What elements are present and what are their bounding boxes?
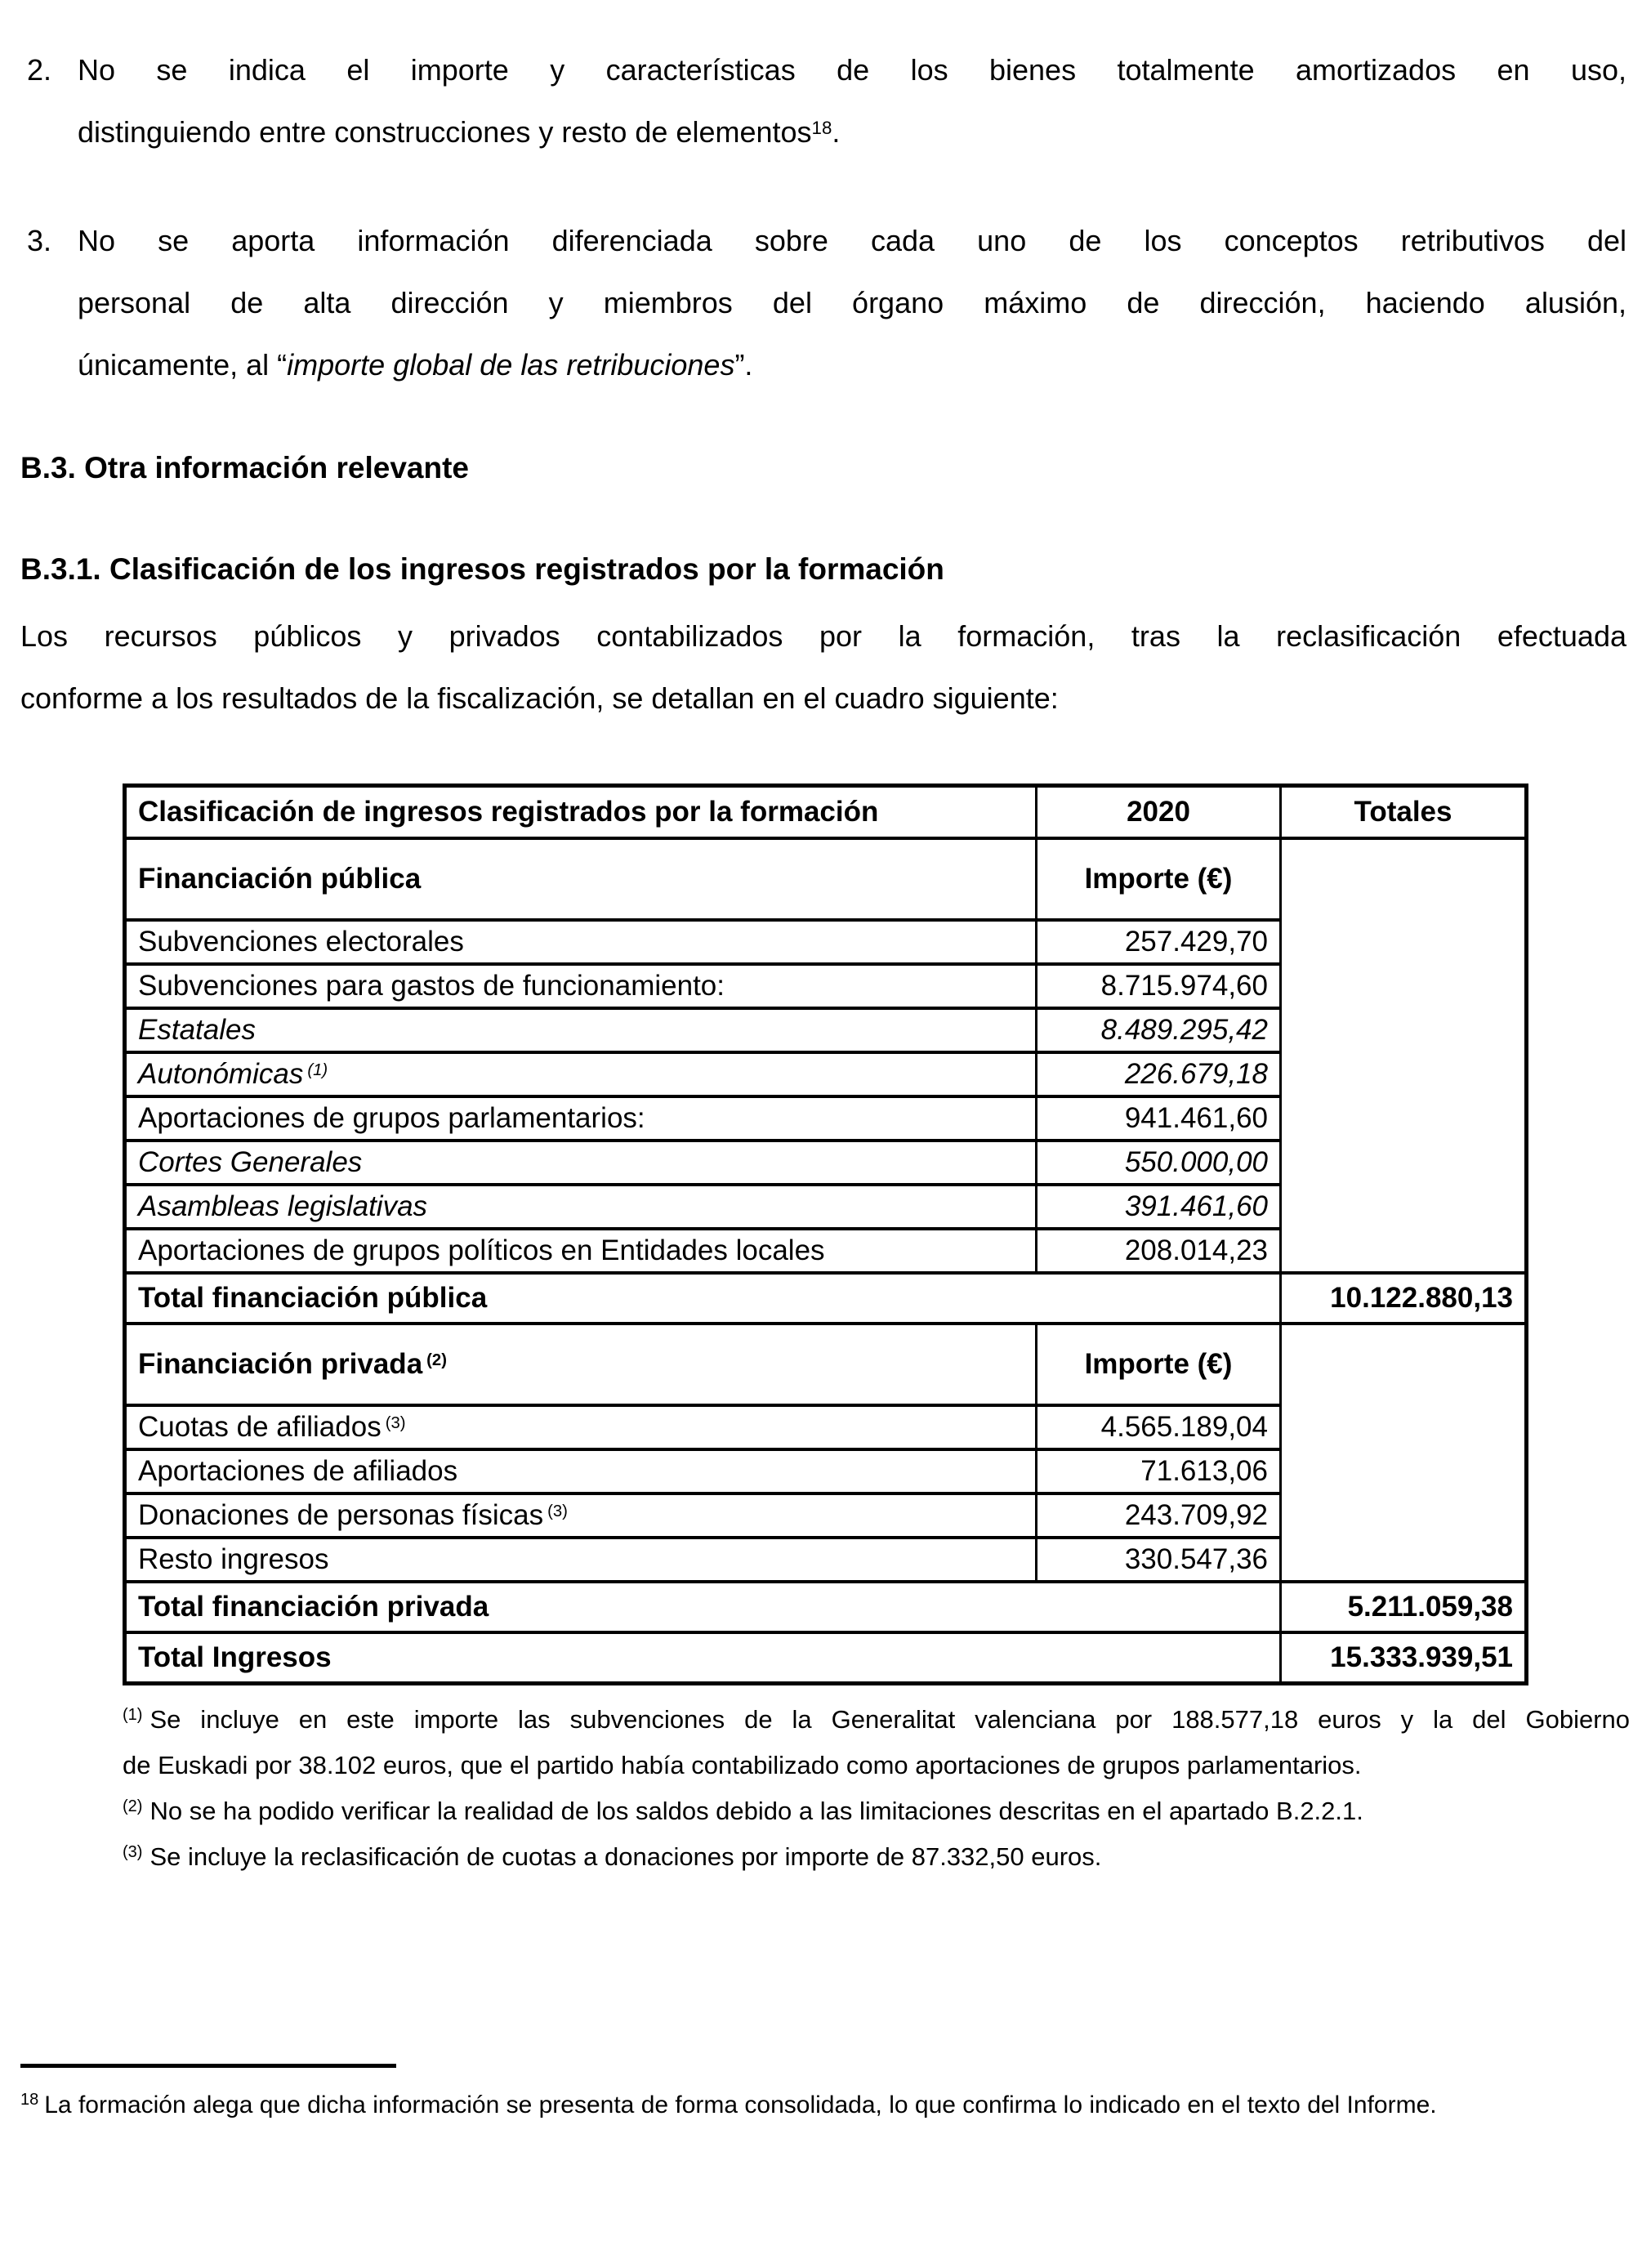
header-cell-2020: 2020 bbox=[1037, 786, 1281, 839]
footnote-text: Se incluye en este importe las subvenciones de la Generalitat valenciana por 188.577,18 euros y la del Gobierno bbox=[149, 1705, 1630, 1734]
footnote-text: No se ha podido verificar la realidad de los saldos debido a las limitaciones descritas en el apartado B.2.2.1. bbox=[149, 1797, 1363, 1825]
row-label-cell bbox=[125, 1493, 1037, 1538]
paragraph-text: únicamente, al “ bbox=[78, 348, 288, 382]
footnote-ref-3: (3) bbox=[385, 1413, 406, 1432]
paragraph-line: personal de alta dirección y miembros del órgano máximo de dirección, haciendo alusión, bbox=[78, 286, 1626, 319]
row-label-cell bbox=[125, 1052, 1037, 1096]
footnote-marker: (2) bbox=[123, 1797, 143, 1815]
total-income-row bbox=[125, 1632, 1527, 1684]
footnote-marker: 18 bbox=[20, 2091, 39, 2109]
income-table bbox=[123, 784, 1528, 1685]
paragraph-text: distinguiendo entre construcciones y resto de elementos bbox=[78, 115, 812, 149]
footnote-ref-3: (3) bbox=[547, 1502, 568, 1520]
cell-financiacion-privada bbox=[125, 1324, 1037, 1405]
section-heading-b3: B.3. Otra información relevante bbox=[20, 451, 470, 484]
section-label: Financiación privada bbox=[138, 1348, 423, 1380]
paragraph-line: No se indica el importe y características de los bienes totalmente amortizados en uso, bbox=[78, 53, 1626, 87]
private-section-row bbox=[125, 1324, 1527, 1405]
row-label-cell bbox=[125, 1405, 1037, 1449]
row-value-cell: 8.489.295,42 bbox=[1037, 1008, 1281, 1052]
row-value-cell: 243.709,92 bbox=[1037, 1493, 1281, 1538]
row-value-cell: 257.429,70 bbox=[1037, 920, 1281, 964]
list-item-3 bbox=[27, 210, 1626, 396]
total-value-cell: 10.122.880,13 bbox=[1281, 1273, 1527, 1324]
merged-totales-private-cell bbox=[1281, 1324, 1527, 1582]
cell-importe-privada: Importe (€) bbox=[1037, 1324, 1281, 1405]
row-value-cell: 941.461,60 bbox=[1037, 1096, 1281, 1141]
table-footnotes bbox=[123, 1697, 1630, 1880]
row-value-cell: 208.014,23 bbox=[1037, 1229, 1281, 1273]
paragraph-line: Los recursos públicos y privados contabilizados por la formación, tras la reclasificación efectuada bbox=[20, 619, 1626, 653]
footnote-marker: (3) bbox=[123, 1843, 143, 1861]
footnote-ref-1: (1) bbox=[307, 1060, 328, 1079]
cell-financiacion-publica: Financiación pública bbox=[125, 838, 1037, 920]
row-value-cell: 391.461,60 bbox=[1037, 1185, 1281, 1229]
footnote-text: Se incluye la reclasificación de cuotas a donaciones por importe de 87.332,50 euros. bbox=[149, 1842, 1102, 1871]
paragraph-last-line bbox=[78, 334, 1626, 396]
footnote-line bbox=[123, 1697, 1630, 1743]
total-value-cell: 15.333.939,51 bbox=[1281, 1632, 1527, 1684]
footnote-separator-rule bbox=[20, 2064, 396, 2068]
row-label-cell: Aportaciones de afiliados bbox=[125, 1449, 1037, 1493]
table-footnote-3 bbox=[123, 1834, 1630, 1880]
row-value-cell: 550.000,00 bbox=[1037, 1141, 1281, 1185]
row-label-cell: Resto ingresos bbox=[125, 1538, 1037, 1582]
footnote-marker: (1) bbox=[123, 1706, 143, 1724]
row-label-cell: Cortes Generales bbox=[125, 1141, 1037, 1185]
paragraph-line: No se aporta información diferenciada sobre cada uno de los conceptos retributivos del bbox=[78, 224, 1626, 257]
row-value-cell: 71.613,06 bbox=[1037, 1449, 1281, 1493]
table-footnote-2 bbox=[123, 1788, 1630, 1834]
row-label: Donaciones de personas físicas bbox=[138, 1499, 544, 1531]
paragraph-last-line bbox=[78, 101, 1626, 163]
row-value-cell: 330.547,36 bbox=[1037, 1538, 1281, 1582]
list-item-2 bbox=[27, 39, 1626, 163]
row-label-cell: Aportaciones de grupos parlamentarios: bbox=[125, 1096, 1037, 1141]
merged-totales-public-cell bbox=[1281, 838, 1527, 1273]
footnote-text: La formación alega que dicha información se presenta de forma consolidada, lo que confirma lo indicado en el texto del Informe. bbox=[44, 2092, 1437, 2118]
total-label-cell: Total Ingresos bbox=[125, 1632, 1281, 1684]
row-value-cell: 4.565.189,04 bbox=[1037, 1405, 1281, 1449]
total-label-cell: Total financiación privada bbox=[125, 1582, 1281, 1632]
paragraph-tail: . bbox=[832, 115, 841, 149]
total-private-row bbox=[125, 1582, 1527, 1632]
total-value-cell: 5.211.059,38 bbox=[1281, 1582, 1527, 1632]
item-number: 3. bbox=[27, 224, 52, 257]
row-label-cell: Aportaciones de grupos políticos en Entidades locales bbox=[125, 1229, 1037, 1273]
row-label-cell: Subvenciones electorales bbox=[125, 920, 1037, 964]
page-footnote-18 bbox=[20, 2087, 1626, 2123]
paragraph-tail: ”. bbox=[734, 348, 753, 382]
header-cell-totales: Totales bbox=[1281, 786, 1527, 839]
row-value-cell: 8.715.974,60 bbox=[1037, 964, 1281, 1008]
row-label: Cuotas de afiliados bbox=[138, 1411, 382, 1443]
italic-quote-text: importe global de las retribuciones bbox=[287, 348, 735, 382]
row-label: Autonómicas bbox=[138, 1058, 304, 1090]
income-table-wrapper bbox=[123, 784, 1626, 1685]
row-label-cell: Asambleas legislativas bbox=[125, 1185, 1037, 1229]
header-cell-classification: Clasificación de ingresos registrados por la formación bbox=[125, 786, 1037, 839]
row-label-cell: Subvenciones para gastos de funcionamiento: bbox=[125, 964, 1037, 1008]
row-label-cell: Estatales bbox=[125, 1008, 1037, 1052]
total-label-cell: Total financiación pública bbox=[125, 1273, 1281, 1324]
intro-paragraph bbox=[20, 605, 1626, 730]
income-table-body bbox=[125, 786, 1527, 1684]
cell-importe-publica: Importe (€) bbox=[1037, 838, 1281, 920]
total-public-row bbox=[125, 1273, 1527, 1324]
subsection-heading-b31: B.3.1. Clasificación de los ingresos registrados por la formación bbox=[20, 552, 944, 586]
public-section-row bbox=[125, 838, 1527, 920]
table-footnote-1 bbox=[123, 1697, 1630, 1788]
row-value-cell: 226.679,18 bbox=[1037, 1052, 1281, 1096]
footnote-ref-2: (2) bbox=[426, 1351, 447, 1369]
item-text bbox=[78, 39, 1626, 163]
table-header-row bbox=[125, 786, 1527, 839]
item-number: 2. bbox=[27, 53, 52, 87]
footnote-ref-18: 18 bbox=[811, 117, 832, 138]
footnote-line: de Euskadi por 38.102 euros, que el partido había contabilizado como aportaciones de grupos parlamentarios. bbox=[123, 1751, 1362, 1779]
item-text bbox=[78, 210, 1626, 396]
paragraph-last-line: conforme a los resultados de la fiscalización, se detallan en el cuadro siguiente: bbox=[20, 681, 1059, 715]
